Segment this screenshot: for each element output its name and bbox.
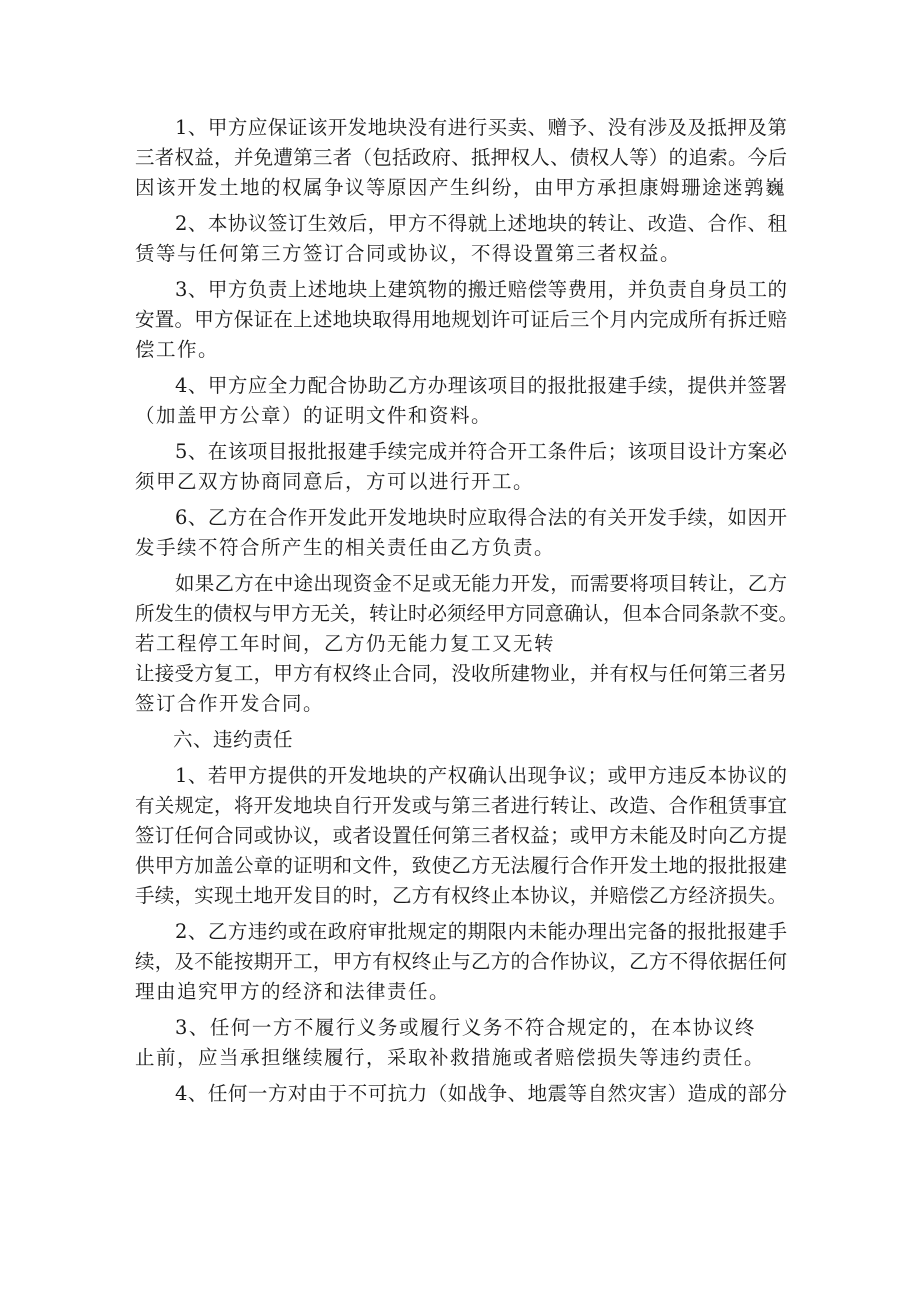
paragraph-line: 4、甲方应全力配合协助乙方办理该项目的报批报建手续，提供并签署 xyxy=(175,374,787,397)
paragraph-line: 5、在该项目报批报建手续完成并符合开工条件后；该项目设计方案必 xyxy=(175,440,787,463)
paragraph-line: （加盖甲方公章）的证明文件和资料。 xyxy=(135,404,493,427)
paragraph-line: 3、甲方负责上述地块上建筑物的搬迁赔偿等费用，并负责自身员工的 xyxy=(175,278,787,301)
paragraph-line: 所发生的债权与甲方无关，转让时必须经甲方同意确认，但本合同条款不变。 xyxy=(135,602,799,625)
paragraph-line: 让接受方复工，甲方有权终止合同，没收所建物业，并有权与任何第三者另 xyxy=(135,662,787,685)
paragraph-line: 若工程停工年时间，乙方仍无能力复工又无转 xyxy=(135,632,556,655)
paragraph-line: 偿工作。 xyxy=(135,338,220,361)
paragraph-line: 如果乙方在中途出现资金不足或无能力开发，而需要将项目转让，乙方 xyxy=(175,572,787,595)
paragraph-line: 有关规定，将开发地块自行开发或与第三者进行转让、改造、合作租赁事宜 xyxy=(135,794,787,817)
paragraph-line: 2、本协议签订生效后，甲方不得就上述地块的转让、改造、合作、租 xyxy=(175,212,787,235)
paragraph-line: 赁等与任何第三方签订合同或协议，不得设置第三者权益。 xyxy=(135,242,682,265)
paragraph-line: 签订合作开发合同。 xyxy=(135,692,325,715)
paragraph-line: 手续，实现土地开发目的时，乙方有权终止本协议，并赔偿乙方经济损失。 xyxy=(135,884,787,907)
paragraph-line: 续，及不能按期开工，甲方有权终止与乙方的合作协议，乙方不得依据任何 xyxy=(135,950,787,973)
paragraph-line: 2、乙方违约或在政府审批规定的期限内未能办理出完备的报批报建手 xyxy=(175,920,787,943)
paragraph-line: 三者权益，并免遭第三者（包括政府、抵押权人、债权人等）的追索。今后 xyxy=(135,146,787,169)
paragraph-line: 4、任何一方对由于不可抗力（如战争、地震等自然灾害）造成的部分 xyxy=(175,1082,787,1105)
paragraph-line: 1、甲方应保证该开发地块没有进行买卖、赠予、没有涉及及抵押及第 xyxy=(175,116,787,139)
section-heading: 六、违约责任 xyxy=(173,728,294,751)
paragraph-line: 安置。甲方保证在上述地块取得用地规划许可证后三个月内完成所有拆迁赔 xyxy=(135,308,787,331)
paragraph-line: 6、乙方在合作开发此开发地块时应取得合法的有关开发手续，如因开 xyxy=(175,506,787,529)
paragraph-line: 供甲方加盖公章的证明和文件，致使乙方无法履行合作开发土地的报批报建 xyxy=(135,854,787,877)
paragraph-line: 止前，应当承担继续履行，采取补救措施或者赔偿损失等违约责任。 xyxy=(135,1046,766,1069)
paragraph-line: 因该开发土地的权属争议等原因产生纠纷，由甲方承担康姆珊途迷鹑巍 xyxy=(135,176,787,199)
document-body xyxy=(135,113,799,1109)
paragraph-line: 理由追究甲方的经济和法律责任。 xyxy=(135,980,451,1003)
paragraph-line: 发手续不符合所产生的相关责任由乙方负责。 xyxy=(135,536,556,559)
paragraph-line: 须甲乙双方协商同意后，方可以进行开工。 xyxy=(135,470,535,493)
paragraph-line: 签订任何合同或协议，或者设置任何第三者权益；或甲方未能及时向乙方提 xyxy=(135,824,787,847)
paragraph-line: 3、任何一方不履行义务或履行义务不符合规定的，在本协议终 xyxy=(175,1016,756,1039)
paragraph-line: 1、若甲方提供的开发地块的产权确认出现争议；或甲方违反本协议的 xyxy=(175,764,787,787)
